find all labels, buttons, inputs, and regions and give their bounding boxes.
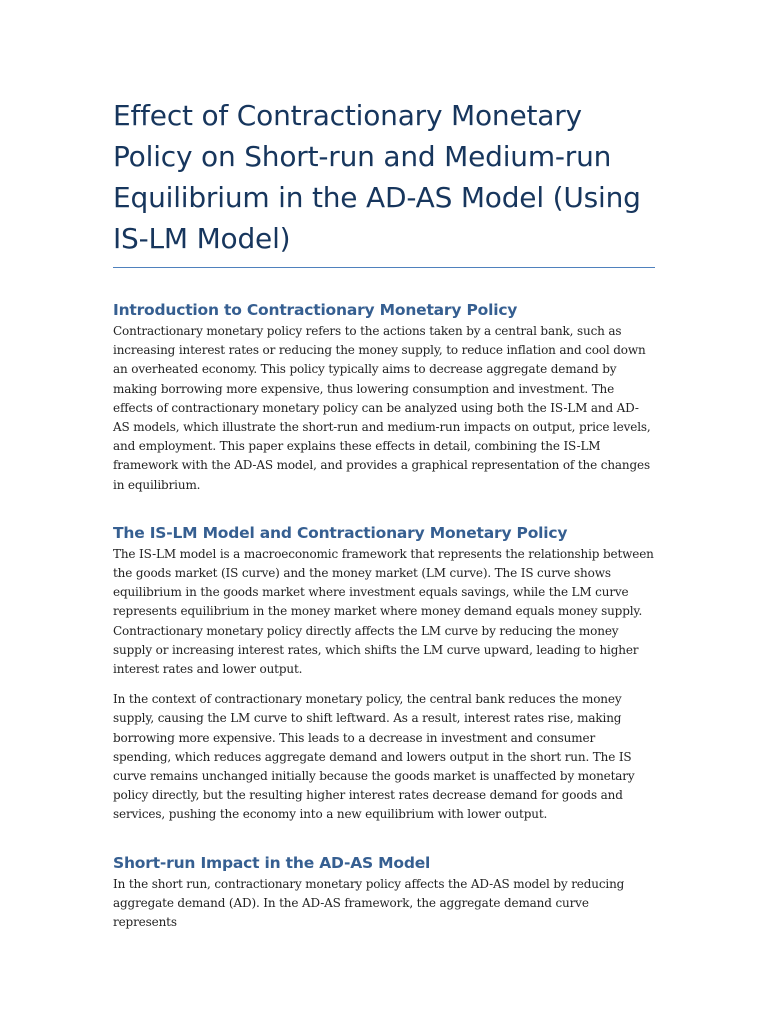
document-title: Effect of Contractionary Monetary Policy on Short-run and Medium-run Equilibrium in the AD-AS Model (Using IS-LM Model) bbox=[113, 99, 641, 255]
document-page bbox=[113, 95, 655, 932]
section-heading-introduction: Introduction to Contractionary Monetary Policy bbox=[113, 301, 518, 319]
paragraph-is-lm-2: In the context of contractionary monetary policy, the central bank reduces the money supply, causing the LM curve to shift leftward. As a result, interest rates rise, making borrowing more expensive. This leads to a decrease in investment and consumer spending, which reduces aggregate demand and lowers output in the short run. The IS curve remains unchanged initially because the goods market is unaffected by monetary policy directly, but the resulting higher interest rates decrease demand for goods and services, pushing the economy into a new equilibrium with lower output. bbox=[113, 692, 635, 822]
paragraph-is-lm-1: The IS-LM model is a macroeconomic framework that represents the relationship between the goods market (IS curve) and the money market (LM curve). The IS curve shows equilibrium in the goods market where investment equals savings, while the LM curve represents equilibrium in the money market where money demand equals money supply. Contractionary monetary policy directly affects the LM curve by reducing the money supply or increasing interest rates, which shifts the LM curve upward, leading to higher interest rates and lower output. bbox=[113, 546, 654, 677]
paragraph-short-run: In the short run, contractionary monetary policy affects the AD-AS model by reducing aggregate demand (AD). In the AD-AS framework, the aggregate demand curve represents bbox=[113, 876, 625, 930]
section-heading-is-lm: The IS-LM Model and Contractionary Monetary Policy bbox=[113, 523, 568, 542]
paragraph-introduction: Contractionary monetary policy refers to the actions taken by a central bank, such as increasing interest rates or reducing the money supply, to reduce inflation and cool down an overheated economy. This policy typically aims to decrease aggregate demand by making borrowing more expensive, thus lowering consumption and investment. The effects of contractionary monetary policy can be analyzed using both the IS-LM and AD-AS models, which illustrate the short-run and medium-run impacts on output, price levels, and employment. This paper explains these effects in detail, combining the IS-LM framework with the AD-AS model, and provides a graphical representation of the changes in equilibrium. bbox=[113, 324, 651, 492]
title-divider bbox=[113, 267, 655, 268]
section-heading-short-run: Short-run Impact in the AD-AS Model bbox=[113, 853, 431, 872]
